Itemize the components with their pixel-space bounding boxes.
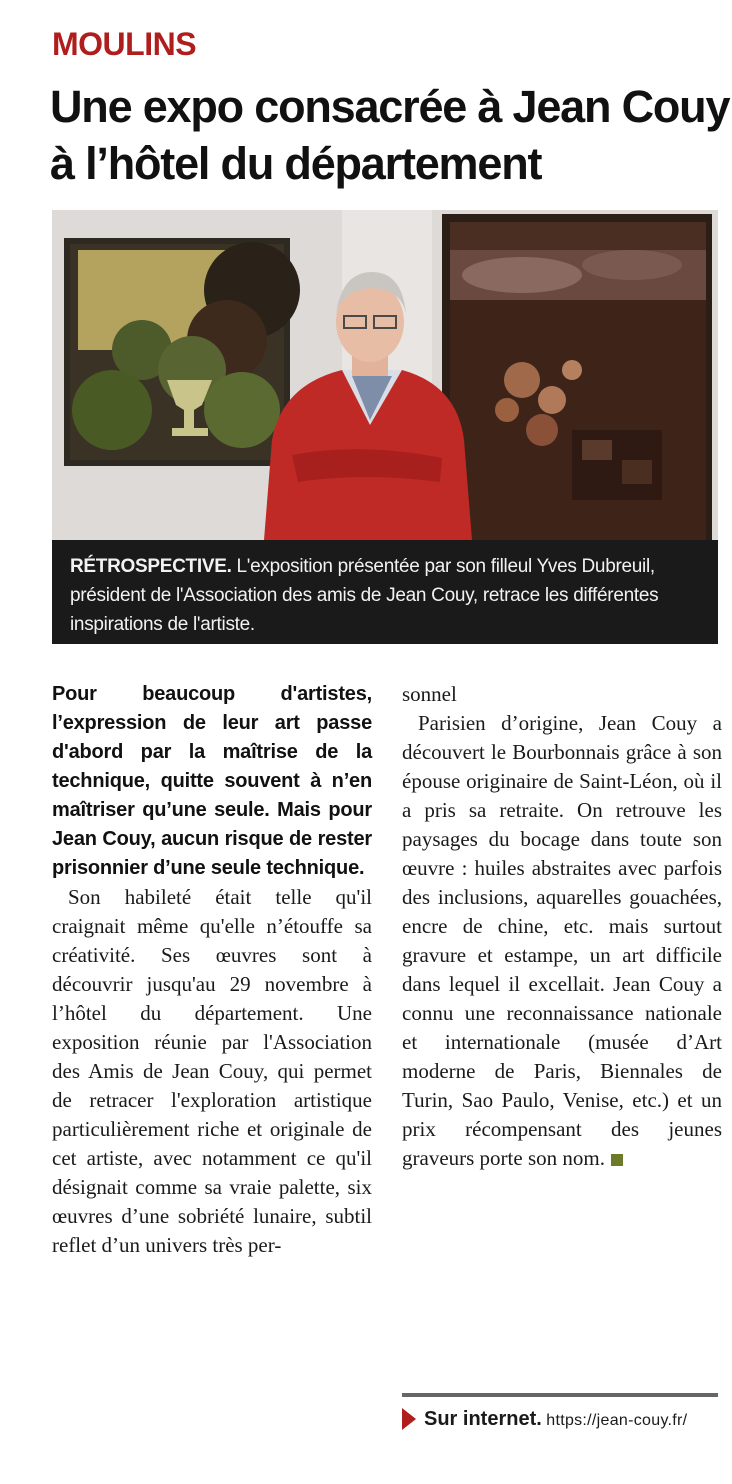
- article-headline: Une expo consacrée à Jean Couy à l’hôtel du département: [50, 81, 730, 189]
- right-painting: [442, 214, 712, 540]
- article-lead: Pour beaucoup d'artistes, l’expression de leur art passe d'abord par la maîtrise de la technique, quitte souvent à n’en maîtriser qu’une seule. Mais pour Jean Couy, aucun risque de rester prisonnier d’une seule technique.: [52, 683, 372, 879]
- section-kicker: MOULINS: [52, 26, 197, 62]
- caption-label: RÉTROSPECTIVE.: [70, 556, 232, 577]
- article-paragraph-1: Son habileté était telle qu'il craignait même qu'elle n’étouffe sa créativité. Ses œuvres sont à découvrir jusqu'au 29 novembre à l’hôtel du département. Une exposition réunie par l'Association des Amis de Jean Couy, qui permet de retracer l'exploration artistique particulièrement riche et originale de cet artiste, avec notamment ce qu'il désignait comme sa vraie palette, six œuvres d’une sobriété lunaire, subtil reflet d’un univers très per-: [52, 885, 372, 1257]
- article-paragraph-2-text: Parisien d’origine, Jean Couy a découvert le Bourbonnais grâce à son épouse originaire de Saint-Léon, où il a pris sa retraite. On retrouve les paysages du bocage dans toute son œuvre : huiles abstraites avec parfois des inclusions, aquarelles gouachées, encre de chine, etc. mais surtout gravure et estampe, un art difficile dans lequel il excellait. Jean Couy a connu une reconnaissance nationale et internationale (musée d’Art moderne de Paris, Biennales de Turin, Sao Paulo, Venise, etc.) et un prix récompensant des jeunes graveurs porte son nom.: [402, 711, 722, 1170]
- left-painting: [64, 238, 300, 466]
- internet-label: Sur internet.: [424, 1408, 542, 1430]
- photo-caption: [52, 540, 718, 644]
- caption-text: L'exposition présentée par son filleul Yves Dubreuil, président de l'Association des amis de Jean Couy, retrace les différentes inspirations de l'artiste.: [70, 556, 659, 635]
- internet-box: [402, 1405, 722, 1435]
- end-of-article-mark: [611, 1154, 623, 1166]
- article-paragraph-1-continued: sonnel: [402, 682, 457, 706]
- photo-illustration: [52, 210, 718, 540]
- arrow-right-icon: [402, 1408, 416, 1430]
- article-paragraph-2: [402, 709, 722, 1173]
- article-column-1: [52, 680, 372, 1260]
- divider: [402, 1393, 718, 1397]
- article-photo: [52, 210, 718, 540]
- article-column-2: [402, 680, 722, 1173]
- website-link[interactable]: https://jean-couy.fr/: [546, 1412, 688, 1429]
